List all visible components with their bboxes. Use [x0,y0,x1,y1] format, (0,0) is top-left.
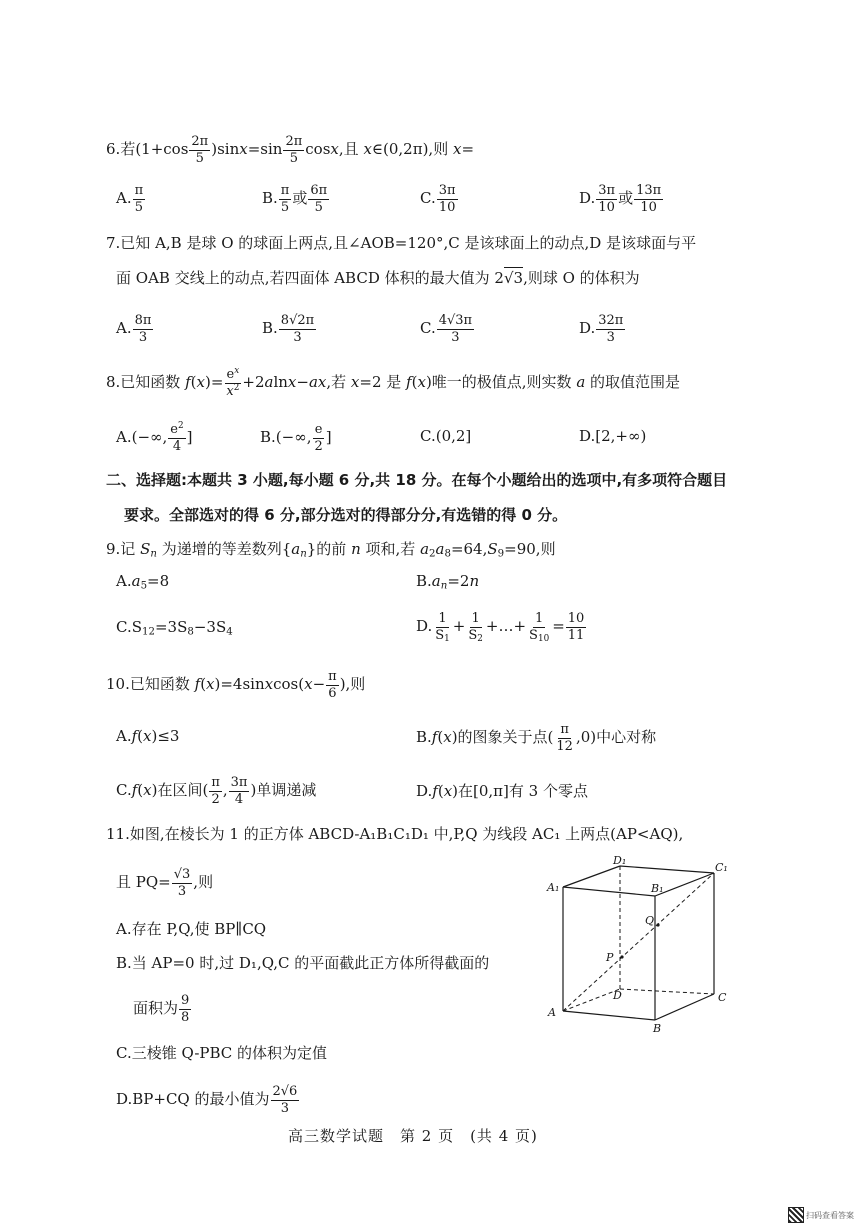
q7-option-a: A. $\frac{8\pi}{3}$ [116,313,152,345]
diagonal-a-c1 [563,873,714,1011]
q6-option-d: D. $\frac{3\pi}{10}$ 或 $\frac{13\pi}{10}$ [579,183,662,215]
q11-line-1: 11.如图,在棱长为 1 的正方体 ABCD-A₁B₁C₁D₁ 中,P,Q 为线段 AC₁ 上两点(AP<AQ), [106,825,684,843]
q11-option-b-line-1: B.当 AP=0 时,过 D₁,Q,C 的平面截此正方体所得截面的 [116,954,490,972]
section-2-heading-line-2: 要求。全部选对的得 6 分,部分选对的得部分分,有选错的得 0 分。 [124,506,568,524]
q8-option-a: A.(−∞, $\frac{e^2}{4}$ ] [116,421,193,454]
q8-stem: 8.已知函数 f(x)= $\frac{e^x}{x^2}$ +2alnx−ax,若 x=2 是 f(x)唯一的极值点,则实数 a 的取值范围是 [106,366,681,399]
q6-stem: 6.若(1+cos $\frac{2\pi}{5}$ )sinx=sin $\frac{2\pi}{5}$ cosx,且 x∈(0,2π),则 x= [106,134,475,166]
section-2-heading-line-1: 二、选择题:本题共 3 小题,每小题 6 分,共 18 分。在每个小题给出的选项中,有多项符合题目 [106,471,728,489]
label-c: C [718,991,727,1004]
label-a1: A₁ [547,881,560,894]
q9-option-b: $B.a_n=2n$ [416,572,480,592]
q11-option-a: A.存在 P,Q,使 BP∥CQ [116,920,267,938]
q6-option-c: C. $\frac{3\pi}{10}$ [420,183,456,215]
q10-option-a: A.f(x)≤3 [116,727,180,745]
q9-option-a: $A.a_5=8$ [116,572,170,592]
q8-option-d: D.[2,+∞) [579,427,647,445]
q10-option-d: D.f(x)在[0,π]有 3 个零点 [416,782,588,800]
q7-option-d: D. $\frac{32\pi}{3}$ [579,313,624,345]
cube-figure [540,855,750,1035]
label-q: Q [645,914,655,927]
q7-option-c: C. $\frac{4√3\pi}{3}$ [420,313,473,345]
q9-stem: 9.记 $S_n$ 为递增的等差数列$\{a_n\}$的前 n 项和,若 $a_2a_8=64,S_9=90$,则 [106,540,556,560]
q10-option-b: B.f(x)的图象关于点( $\frac{\pi}{12}$ ,0)中心对称 [416,722,657,754]
q8-option-b: B.(−∞, $\frac{e}{2}$ ] [260,422,332,454]
page-footer: 高三数学试题 第 2 页 (共 4 页) [288,1127,538,1145]
label-d: D [613,989,622,1002]
edge-b-c [655,994,714,1020]
q11-line-2: 且 PQ= $\frac{√3}{3}$ ,则 [116,867,214,899]
edge-b1-c1 [655,873,714,896]
point-q [656,923,659,926]
qr-caption: 扫码查看答案 [806,1211,854,1220]
q7-line-2: 面 OAB 交线上的动点,若四面体 ABCD 体积的最大值为 2√3,则球 O 的体积为 [116,269,640,287]
label-b1: B₁ [651,882,664,895]
q11-option-d: D.BP+CQ 的最小值为 $\frac{2√6}{3}$ [116,1084,298,1116]
q10-option-c: C.f(x)在区间( $\frac{\pi}{2}$ , $\frac{3\pi}{4}$ )单调递减 [116,775,317,807]
q6-option-a: A. $\frac{\pi}{5}$ [116,183,144,215]
edge-a-d-hidden [563,989,620,1011]
point-p [620,955,623,958]
q7-option-b: B. $\frac{8√2\pi}{3}$ [262,313,315,345]
edge-d-c-hidden [620,989,714,994]
label-a: A [548,1006,556,1019]
q11-option-c: C.三棱锥 Q-PBC 的体积为定值 [116,1044,328,1062]
q11-option-b-line-2: 面积为 $\frac{9}{8}$ [133,993,190,1025]
edge-a-b [563,1011,655,1020]
edge-a1-d1 [563,866,620,887]
label-c1: C₁ [715,861,728,874]
q9-option-d: D. $\frac{1}{S_1}$ + $\frac{1}{S_2}$ +…+ $\frac{1}{S_{10}}$ = $\frac{10}{11}$ [416,611,585,644]
q7-line-1: 7.已知 A,B 是球 O 的球面上两点,且∠AOB=120°,C 是该球面上的动点,D 是该球面与平 [106,234,697,252]
label-p: P [606,951,614,964]
q9-option-c: $C.S_{12}=3S_8-3S_4$ [116,618,233,638]
qr-code-icon [788,1207,804,1223]
label-d1: D₁ [613,855,627,867]
q10-stem: 10.已知函数 f(x)=4sinxcos(x− $\frac{\pi}{6}$ ),则 [106,669,366,701]
label-b: B [653,1022,662,1035]
q8-option-c: C.(0,2] [420,427,472,445]
edge-d1-c1 [620,866,714,873]
q6-option-b: B. $\frac{\pi}{5}$ 或 $\frac{6\pi}{5}$ [262,183,328,215]
edge-a1-b1 [563,887,655,896]
